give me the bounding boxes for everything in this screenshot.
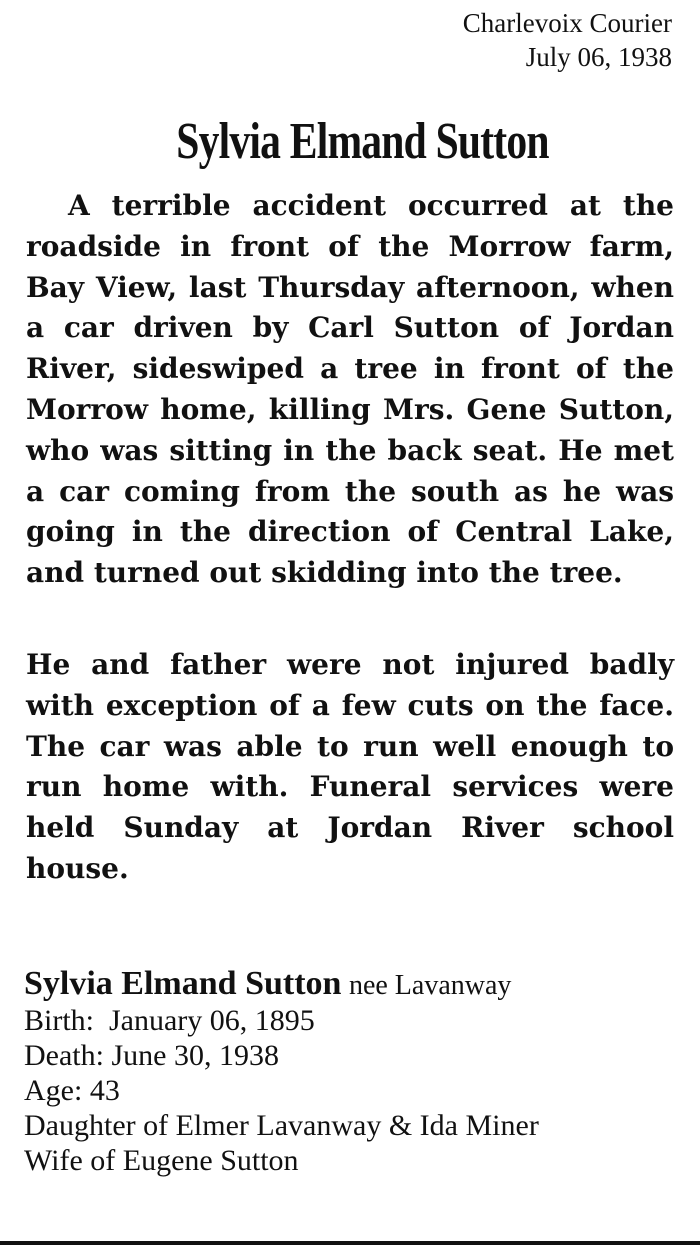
- article-paragraph-1: A terrible accident occurred at the roadside in front of the Morrow farm, Bay View, last Thursday afternoon, when a car driven by Carl Sutton of Jordan River, sideswiped a tree in front of the Morrow home, killing Mrs. Gene Sutton, who was sitting in the back seat. He met a car coming from the south as he was going in the direction of Central Lake, and turned out skidding into the tree.: [26, 189, 674, 590]
- obituary-maiden-name: nee Lavanway: [348, 970, 512, 1001]
- obituary-age: Age: 43: [24, 1074, 120, 1107]
- obituary-name: Sylvia Elmand Sutton: [24, 965, 342, 1002]
- obituary-summary: [24, 966, 539, 1178]
- bottom-divider: [0, 1241, 700, 1245]
- obituary-birth: Birth: January 06, 1895: [24, 1004, 315, 1037]
- publication-date: July 06, 1938: [525, 42, 672, 72]
- obituary-parents: Daughter of Elmer Lavanway & Ida Miner: [24, 1109, 539, 1142]
- headline: Sylvia Elmand Sutton: [176, 113, 549, 170]
- obituary-death: Death: June 30, 1938: [24, 1039, 279, 1072]
- obituary-spouse: Wife of Eugene Sutton: [24, 1144, 299, 1177]
- publication-name: Charlevoix Courier: [462, 8, 672, 38]
- obituary-name-line: [24, 966, 539, 1003]
- source-citation: [463, 6, 672, 74]
- article-paragraph-2: He and father were not injured badly with exception of a few cuts on the face. The car was able to run well enough to run home with. Funeral services were held Sunday at Jordan River school house.: [26, 648, 674, 885]
